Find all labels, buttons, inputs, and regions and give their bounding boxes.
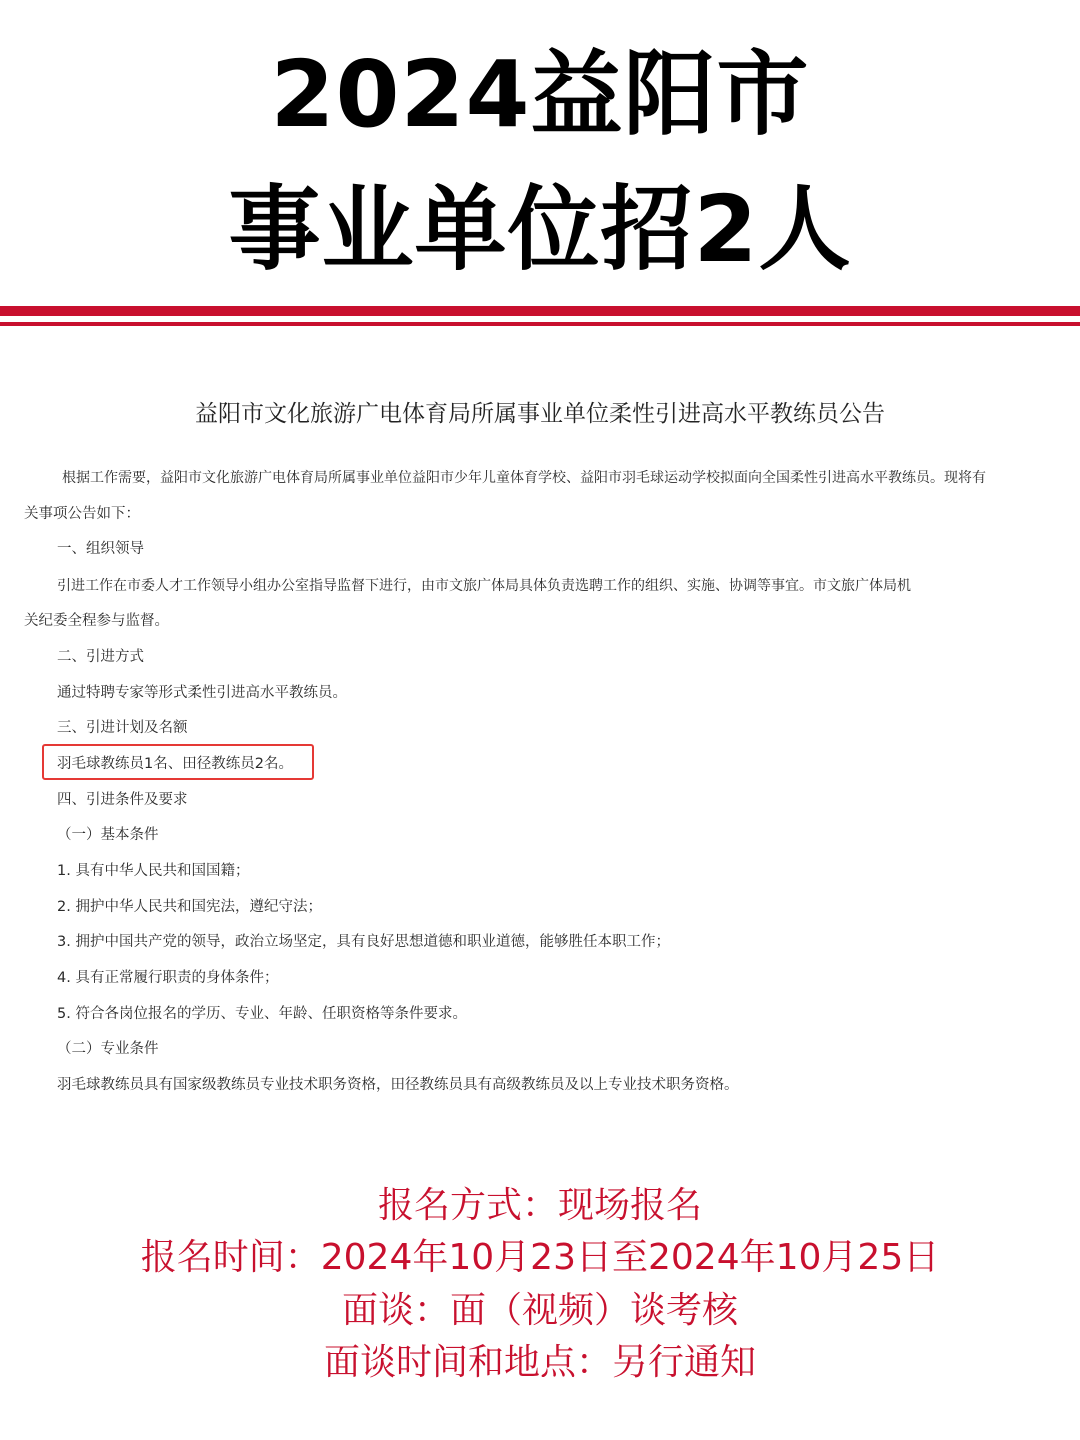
professional-conditions-heading: （二）专业条件	[57, 1041, 159, 1057]
section-1-heading: 一、组织领导	[57, 541, 144, 557]
interview-time-place: 面谈时间和地点：另行通知	[323, 1342, 756, 1383]
basic-condition-item: 4. 具有正常履行职责的身体条件；	[57, 970, 279, 986]
section-2-heading: 二、引进方式	[57, 649, 144, 665]
headline-line-2: 事业单位招2人	[228, 176, 852, 283]
section-2-text: 通过特聘专家等形式柔性引进高水平教练员。	[57, 685, 347, 701]
basic-condition-item: 1. 具有中华人民共和国国籍；	[57, 863, 250, 879]
headline-line-1: 2024益阳市	[270, 41, 810, 148]
section-1-line-2: 关纪委全程参与监督。	[24, 613, 169, 629]
section-4-heading: 四、引进条件及要求	[57, 792, 188, 808]
section-3-text: 羽毛球教练员1名、田径教练员2名。	[57, 756, 293, 772]
red-divider-thin	[0, 322, 1080, 326]
basic-condition-item: 3. 拥护中国共产党的领导，政治立场坚定，具有良好思想道德和职业道德，能够胜任本职工作；	[57, 934, 670, 950]
section-1-line-1: 引进工作在市委人才工作领导小组办公室指导监督下进行，由市文旅广体局具体负责选聘工作的组织、实施、协调等事宜。市文旅广体局机	[57, 578, 911, 594]
signup-time: 报名时间：2024年10月23日至2024年10月25日	[140, 1237, 940, 1278]
basic-condition-item: 5. 符合各岗位报名的学历、专业、年龄、任职资格等条件要求。	[57, 1006, 467, 1022]
basic-conditions-heading: （一）基本条件	[57, 827, 159, 843]
intro-line-1: 根据工作需要，益阳市文化旅游广电体育局所属事业单位益阳市少年儿童体育学校、益阳市羽毛球运动学校拟面向全国柔性引进高水平教练员。现将有	[62, 470, 986, 486]
interview-method: 面谈：面（视频）谈考核	[341, 1290, 738, 1331]
basic-condition-item: 2. 拥护中华人民共和国宪法，遵纪守法；	[57, 899, 322, 915]
section-3-heading: 三、引进计划及名额	[57, 720, 188, 736]
signup-method: 报名方式：现场报名	[377, 1185, 702, 1226]
document-title: 益阳市文化旅游广电体育局所属事业单位柔性引进高水平教练员公告	[195, 401, 885, 427]
red-divider-thick	[0, 306, 1080, 316]
intro-line-2: 关事项公告如下：	[24, 506, 140, 522]
professional-conditions-text: 羽毛球教练员具有国家级教练员专业技术职务资格，田径教练员具有高级教练员及以上专业技术职务资格。	[57, 1077, 739, 1093]
